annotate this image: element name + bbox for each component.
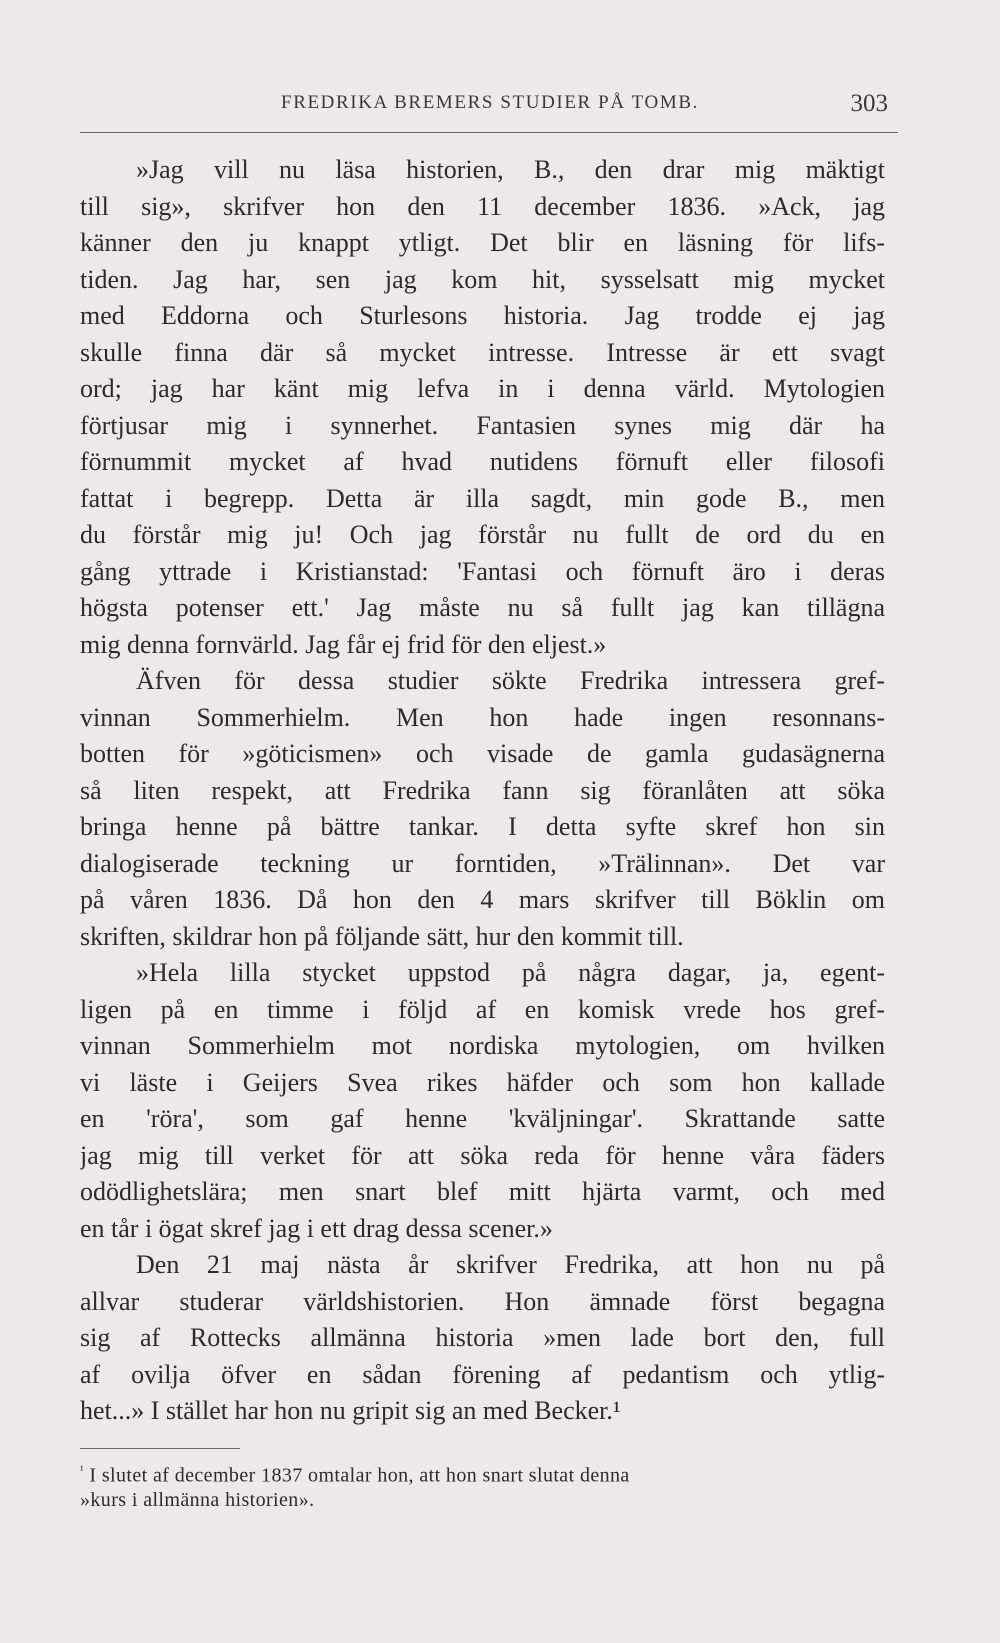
body-text xyxy=(80,152,885,1430)
text-line: tiden. Jag har, sen jag kom hit, sysselsatt mig mycket xyxy=(80,264,885,294)
footnote-marker: ¹ xyxy=(80,1463,84,1477)
text-line: känner den ju knappt ytligt. Det blir en läsning för lifs- xyxy=(80,228,885,257)
text-line: förnummit mycket af hvad nutidens förnuft eller filosofi xyxy=(80,447,885,476)
text-line: jag mig till verket för att söka reda för henne våra fäders xyxy=(80,1140,885,1170)
text-line: en tår i ögat skref jag i ett drag dessa scener.» xyxy=(80,1213,553,1243)
footnote xyxy=(80,1455,880,1515)
text-line: »Jag vill nu läsa historien, B., den drar mig mäktigt xyxy=(136,155,885,184)
text-line: så liten respekt, att Fredrika fann sig föranlåten att söka xyxy=(80,775,885,805)
footnote-text: »kurs i allmänna historien». xyxy=(80,1489,315,1511)
text-line: botten för »göticismen» och visade de gamla gudasägnerna xyxy=(80,739,885,768)
text-line: till sig», skrifver hon den 11 december 1836. »Ack, jag xyxy=(80,191,885,221)
text-line: ligen på en timme i följd af en komisk vrede hos gref- xyxy=(80,994,885,1024)
text-line: odödlighetslära; men snart blef mitt hjärta varmt, och med xyxy=(80,1177,885,1206)
footnote-text: I slutet af december 1837 omtalar hon, att hon snart slutat denna xyxy=(89,1464,630,1487)
running-title: FREDRIKA BREMERS STUDIER PÅ TOMB. xyxy=(281,92,699,113)
text-line: allvar studerar världshistorien. Hon ämnade först begagna xyxy=(80,1286,885,1316)
text-line: vinnan Sommerhielm. Men hon hade ingen resonnans- xyxy=(80,702,885,732)
text-line: Äfven för dessa studier sökte Fredrika intressera gref- xyxy=(136,666,885,695)
text-line: »Hela lilla stycket uppstod på några dagar, ja, egent- xyxy=(136,958,885,987)
text-line: förtjusar mig i synnerhet. Fantasien synes mig där ha xyxy=(80,410,885,440)
text-line: högsta potenser ett.' Jag måste nu så fullt jag kan tillägna xyxy=(80,593,885,622)
text-line: sig af Rottecks allmänna historia »men lade bort den, full xyxy=(80,1323,885,1352)
text-line: mig denna fornvärld. Jag får ej frid för den eljest.» xyxy=(80,629,607,659)
page-number: 303 xyxy=(850,90,888,117)
header-rule xyxy=(80,132,898,133)
text-line: skulle finna där så mycket intresse. Intresse är ett svagt xyxy=(80,337,885,367)
text-line: fattat i begrepp. Detta är illa sagdt, min gode B., men xyxy=(80,483,885,513)
text-line: dialogiserade teckning ur forntiden, »Trälinnan». Det var xyxy=(80,848,885,878)
text-line: gång yttrade i Kristianstad: 'Fantasi och förnuft äro i deras xyxy=(80,556,885,586)
text-line: du förstår mig ju! Och jag förstår nu fullt de ord du en xyxy=(80,520,885,549)
text-line: en 'röra', som gaf henne 'kväljningar'. Skrattande satte xyxy=(80,1104,885,1133)
text-line: het...» I stället har hon nu gripit sig an med Becker.¹ xyxy=(80,1396,621,1425)
text-line: med Eddorna och Sturlesons historia. Jag trodde ej jag xyxy=(80,301,885,330)
text-line: skriften, skildrar hon på följande sätt, hur den kommit till. xyxy=(80,921,684,951)
text-line: Den 21 maj nästa år skrifver Fredrika, att hon nu på xyxy=(136,1250,885,1279)
running-header xyxy=(80,86,900,122)
footnote-rule xyxy=(80,1448,240,1449)
footnote-line xyxy=(80,1455,880,1485)
text-line: ord; jag har känt mig lefva in i denna värld. Mytologien xyxy=(80,374,885,403)
text-line: på våren 1836. Då hon den 4 mars skrifver till Böklin om xyxy=(80,885,885,914)
text-line: bringa henne på bättre tankar. I detta syfte skref hon sin xyxy=(80,812,885,841)
footnote-line xyxy=(80,1485,880,1515)
text-line: vi läste i Geijers Svea rikes häfder och som hon kallade xyxy=(80,1067,885,1097)
text-line: vinnan Sommerhielm mot nordiska mytologien, om hvilken xyxy=(80,1031,885,1060)
text-line: af ovilja öfver en sådan förening af pedantism och ytlig- xyxy=(80,1359,885,1389)
